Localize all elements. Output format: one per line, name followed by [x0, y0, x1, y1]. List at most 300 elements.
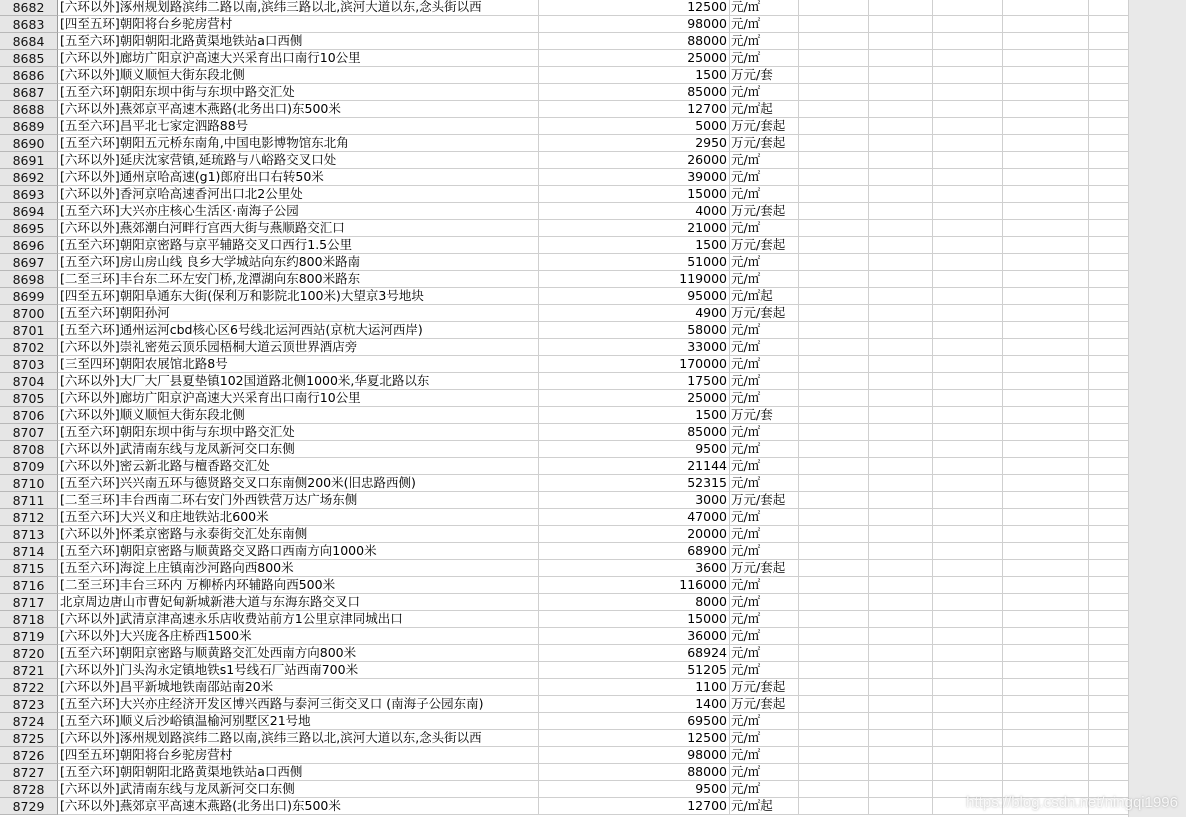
unit-cell[interactable]: 元/㎡: [730, 662, 799, 679]
empty-cell[interactable]: [1003, 118, 1089, 135]
empty-cell[interactable]: [869, 322, 933, 339]
row-header[interactable]: 8690: [0, 135, 58, 152]
price-cell[interactable]: 69500: [539, 713, 730, 730]
empty-cell[interactable]: [933, 747, 1003, 764]
row-header[interactable]: 8697: [0, 254, 58, 271]
empty-cell[interactable]: [933, 764, 1003, 781]
empty-cell[interactable]: [933, 526, 1003, 543]
empty-cell[interactable]: [933, 730, 1003, 747]
row-header[interactable]: 8695: [0, 220, 58, 237]
price-cell[interactable]: 116000: [539, 577, 730, 594]
empty-cell[interactable]: [799, 50, 869, 67]
empty-cell[interactable]: [799, 16, 869, 33]
empty-cell[interactable]: [1003, 288, 1089, 305]
empty-cell[interactable]: [933, 16, 1003, 33]
address-cell[interactable]: [五至六环]朝阳京密路与京平辅路交叉口西行1.5公里: [58, 237, 539, 254]
price-cell[interactable]: 26000: [539, 152, 730, 169]
empty-cell[interactable]: [869, 645, 933, 662]
empty-cell[interactable]: [933, 322, 1003, 339]
unit-cell[interactable]: 元/㎡: [730, 526, 799, 543]
price-cell[interactable]: 3600: [539, 560, 730, 577]
empty-cell[interactable]: [799, 679, 869, 696]
empty-cell[interactable]: [933, 781, 1003, 798]
empty-cell[interactable]: [1003, 424, 1089, 441]
row-header[interactable]: 8686: [0, 67, 58, 84]
price-cell[interactable]: 170000: [539, 356, 730, 373]
address-cell[interactable]: [五至六环]房山房山线 良乡大学城站向东约800米路南: [58, 254, 539, 271]
price-cell[interactable]: 1500: [539, 237, 730, 254]
empty-cell[interactable]: [933, 84, 1003, 101]
price-cell[interactable]: 33000: [539, 339, 730, 356]
empty-cell[interactable]: [1003, 356, 1089, 373]
empty-cell[interactable]: [1003, 747, 1089, 764]
empty-cell[interactable]: [1003, 67, 1089, 84]
address-cell[interactable]: [六环以外]涿州规划路滨纬二路以南,滨纬三路以北,滨河大道以东,念头街以西: [58, 0, 539, 16]
price-cell[interactable]: 85000: [539, 424, 730, 441]
address-cell[interactable]: [二至三环]丰台东二环左安门桥,龙潭湖向东800米路东: [58, 271, 539, 288]
empty-cell[interactable]: [933, 441, 1003, 458]
unit-cell[interactable]: 元/㎡: [730, 169, 799, 186]
address-cell[interactable]: [三至四环]朝阳农展馆北路8号: [58, 356, 539, 373]
empty-cell[interactable]: [869, 152, 933, 169]
empty-cell[interactable]: [1003, 781, 1089, 798]
address-cell[interactable]: [六环以外]廊坊广阳京沪高速大兴采育出口南行10公里: [58, 390, 539, 407]
empty-cell[interactable]: [933, 560, 1003, 577]
price-cell[interactable]: 9500: [539, 441, 730, 458]
empty-cell[interactable]: [1003, 84, 1089, 101]
address-cell[interactable]: [六环以外]廊坊广阳京沪高速大兴采育出口南行10公里: [58, 50, 539, 67]
empty-cell[interactable]: [799, 798, 869, 815]
empty-cell[interactable]: [1003, 373, 1089, 390]
address-cell[interactable]: [五至六环]通州运河cbd核心区6号线北运河西站(京杭大运河西岸): [58, 322, 539, 339]
row-header[interactable]: 8727: [0, 764, 58, 781]
empty-cell[interactable]: [933, 696, 1003, 713]
row-header[interactable]: 8702: [0, 339, 58, 356]
address-cell[interactable]: [六环以外]涿州规划路滨纬二路以南,滨纬三路以北,滨河大道以东,念头街以西: [58, 730, 539, 747]
row-header[interactable]: 8705: [0, 390, 58, 407]
empty-cell[interactable]: [1003, 577, 1089, 594]
empty-cell[interactable]: [1003, 390, 1089, 407]
address-cell[interactable]: [六环以外]燕郊京平高速木燕路(北务出口)东500米: [58, 798, 539, 815]
empty-cell[interactable]: [1003, 50, 1089, 67]
empty-cell[interactable]: [933, 509, 1003, 526]
empty-cell[interactable]: [933, 492, 1003, 509]
address-cell[interactable]: [五至六环]兴兴南五环与德贤路交叉口东南侧200米(旧忠路西侧): [58, 475, 539, 492]
address-cell[interactable]: [六环以外]武清京津高速永乐店收费站前方1公里京津同城出口: [58, 611, 539, 628]
price-cell[interactable]: 15000: [539, 611, 730, 628]
unit-cell[interactable]: 万元/套起: [730, 696, 799, 713]
price-cell[interactable]: 25000: [539, 50, 730, 67]
empty-cell[interactable]: [933, 237, 1003, 254]
price-cell[interactable]: 119000: [539, 271, 730, 288]
price-cell[interactable]: 21144: [539, 458, 730, 475]
row-header[interactable]: 8692: [0, 169, 58, 186]
price-cell[interactable]: 88000: [539, 764, 730, 781]
price-cell[interactable]: 52315: [539, 475, 730, 492]
unit-cell[interactable]: 元/㎡起: [730, 101, 799, 118]
price-cell[interactable]: 20000: [539, 526, 730, 543]
empty-cell[interactable]: [1003, 526, 1089, 543]
empty-cell[interactable]: [799, 696, 869, 713]
price-cell[interactable]: 8000: [539, 594, 730, 611]
price-cell[interactable]: 98000: [539, 16, 730, 33]
empty-cell[interactable]: [933, 0, 1003, 16]
empty-cell[interactable]: [799, 101, 869, 118]
unit-cell[interactable]: 元/㎡: [730, 509, 799, 526]
empty-cell[interactable]: [799, 662, 869, 679]
empty-cell[interactable]: [1003, 339, 1089, 356]
row-header[interactable]: 8723: [0, 696, 58, 713]
empty-cell[interactable]: [1003, 203, 1089, 220]
empty-cell[interactable]: [1003, 305, 1089, 322]
empty-cell[interactable]: [1003, 628, 1089, 645]
row-header[interactable]: 8703: [0, 356, 58, 373]
empty-cell[interactable]: [869, 288, 933, 305]
empty-cell[interactable]: [869, 781, 933, 798]
row-header[interactable]: 8706: [0, 407, 58, 424]
price-cell[interactable]: 25000: [539, 390, 730, 407]
empty-cell[interactable]: [933, 339, 1003, 356]
unit-cell[interactable]: 元/㎡: [730, 0, 799, 16]
empty-cell[interactable]: [933, 169, 1003, 186]
empty-cell[interactable]: [869, 747, 933, 764]
row-header[interactable]: 8725: [0, 730, 58, 747]
price-cell[interactable]: 1500: [539, 67, 730, 84]
empty-cell[interactable]: [799, 0, 869, 16]
price-cell[interactable]: 15000: [539, 186, 730, 203]
empty-cell[interactable]: [933, 135, 1003, 152]
address-cell[interactable]: [六环以外]大厂大厂县夏垫镇102国道路北侧1000米,华夏北路以东: [58, 373, 539, 390]
price-cell[interactable]: 9500: [539, 781, 730, 798]
empty-cell[interactable]: [869, 696, 933, 713]
empty-cell[interactable]: [869, 84, 933, 101]
price-cell[interactable]: 36000: [539, 628, 730, 645]
unit-cell[interactable]: 万元/套: [730, 407, 799, 424]
empty-cell[interactable]: [1003, 662, 1089, 679]
unit-cell[interactable]: 元/㎡: [730, 16, 799, 33]
empty-cell[interactable]: [869, 509, 933, 526]
empty-cell[interactable]: [1003, 0, 1089, 16]
address-cell[interactable]: [五至六环]大兴亦庄核心生活区·南海子公园: [58, 203, 539, 220]
unit-cell[interactable]: 元/㎡: [730, 628, 799, 645]
empty-cell[interactable]: [799, 645, 869, 662]
address-cell[interactable]: [五至六环]大兴亦庄经济开发区博兴西路与泰河三街交叉口 (南海子公园东南): [58, 696, 539, 713]
empty-cell[interactable]: [799, 764, 869, 781]
empty-cell[interactable]: [869, 305, 933, 322]
empty-cell[interactable]: [1003, 696, 1089, 713]
price-cell[interactable]: 95000: [539, 288, 730, 305]
unit-cell[interactable]: 元/㎡: [730, 458, 799, 475]
unit-cell[interactable]: 万元/套起: [730, 305, 799, 322]
empty-cell[interactable]: [799, 475, 869, 492]
empty-cell[interactable]: [869, 67, 933, 84]
price-cell[interactable]: 4000: [539, 203, 730, 220]
empty-cell[interactable]: [933, 628, 1003, 645]
price-cell[interactable]: 39000: [539, 169, 730, 186]
row-header[interactable]: 8718: [0, 611, 58, 628]
address-cell[interactable]: 北京周边唐山市曹妃甸新城新港大道与东海东路交叉口: [58, 594, 539, 611]
price-cell[interactable]: 58000: [539, 322, 730, 339]
empty-cell[interactable]: [869, 390, 933, 407]
address-cell[interactable]: [六环以外]怀柔京密路与永泰街交汇处东南侧: [58, 526, 539, 543]
empty-cell[interactable]: [933, 594, 1003, 611]
unit-cell[interactable]: 元/㎡起: [730, 798, 799, 815]
address-cell[interactable]: [六环以外]顺义顺恒大街东段北侧: [58, 67, 539, 84]
address-cell[interactable]: [六环以外]门头沟永定镇地铁s1号线石厂站西南700米: [58, 662, 539, 679]
empty-cell[interactable]: [799, 373, 869, 390]
empty-cell[interactable]: [933, 543, 1003, 560]
row-header[interactable]: 8710: [0, 475, 58, 492]
unit-cell[interactable]: 元/㎡: [730, 50, 799, 67]
row-header[interactable]: 8698: [0, 271, 58, 288]
empty-cell[interactable]: [799, 169, 869, 186]
empty-cell[interactable]: [869, 254, 933, 271]
address-cell[interactable]: [五至六环]朝阳孙河: [58, 305, 539, 322]
unit-cell[interactable]: 元/㎡: [730, 356, 799, 373]
empty-cell[interactable]: [1003, 730, 1089, 747]
row-header[interactable]: 8717: [0, 594, 58, 611]
empty-cell[interactable]: [869, 118, 933, 135]
empty-cell[interactable]: [1003, 594, 1089, 611]
unit-cell[interactable]: 元/㎡: [730, 390, 799, 407]
price-cell[interactable]: 85000: [539, 84, 730, 101]
row-header[interactable]: 8684: [0, 33, 58, 50]
unit-cell[interactable]: 元/㎡: [730, 543, 799, 560]
empty-cell[interactable]: [799, 84, 869, 101]
empty-cell[interactable]: [869, 458, 933, 475]
empty-cell[interactable]: [1003, 475, 1089, 492]
unit-cell[interactable]: 元/㎡: [730, 764, 799, 781]
price-cell[interactable]: 12700: [539, 101, 730, 118]
empty-cell[interactable]: [1003, 543, 1089, 560]
empty-cell[interactable]: [869, 492, 933, 509]
empty-cell[interactable]: [869, 135, 933, 152]
unit-cell[interactable]: 元/㎡: [730, 611, 799, 628]
address-cell[interactable]: [五至六环]朝阳朝阳北路黄渠地铁站a口西侧: [58, 33, 539, 50]
empty-cell[interactable]: [799, 526, 869, 543]
empty-cell[interactable]: [869, 628, 933, 645]
empty-cell[interactable]: [933, 152, 1003, 169]
row-header[interactable]: 8724: [0, 713, 58, 730]
empty-cell[interactable]: [933, 203, 1003, 220]
address-cell[interactable]: [五至六环]昌平北七家定泗路88号: [58, 118, 539, 135]
row-header[interactable]: 8700: [0, 305, 58, 322]
empty-cell[interactable]: [1003, 713, 1089, 730]
empty-cell[interactable]: [799, 186, 869, 203]
address-cell[interactable]: [六环以外]武清南东线与龙凤新河交口东侧: [58, 441, 539, 458]
empty-cell[interactable]: [869, 271, 933, 288]
empty-cell[interactable]: [933, 288, 1003, 305]
empty-cell[interactable]: [933, 50, 1003, 67]
empty-cell[interactable]: [869, 713, 933, 730]
empty-cell[interactable]: [869, 220, 933, 237]
address-cell[interactable]: [五至六环]朝阳五元桥东南角,中国电影博物馆东北角: [58, 135, 539, 152]
row-header[interactable]: 8709: [0, 458, 58, 475]
row-header[interactable]: 8713: [0, 526, 58, 543]
row-header[interactable]: 8715: [0, 560, 58, 577]
address-cell[interactable]: [五至六环]朝阳东坝中街与东坝中路交汇处: [58, 84, 539, 101]
empty-cell[interactable]: [1003, 764, 1089, 781]
empty-cell[interactable]: [869, 237, 933, 254]
row-header[interactable]: 8719: [0, 628, 58, 645]
row-header[interactable]: 8689: [0, 118, 58, 135]
empty-cell[interactable]: [869, 50, 933, 67]
empty-cell[interactable]: [869, 373, 933, 390]
empty-cell[interactable]: [933, 254, 1003, 271]
unit-cell[interactable]: 元/㎡: [730, 594, 799, 611]
empty-cell[interactable]: [799, 67, 869, 84]
empty-cell[interactable]: [869, 407, 933, 424]
empty-cell[interactable]: [799, 118, 869, 135]
unit-cell[interactable]: 元/㎡: [730, 373, 799, 390]
empty-cell[interactable]: [799, 322, 869, 339]
empty-cell[interactable]: [933, 373, 1003, 390]
empty-cell[interactable]: [799, 611, 869, 628]
empty-cell[interactable]: [933, 271, 1003, 288]
empty-cell[interactable]: [799, 305, 869, 322]
empty-cell[interactable]: [933, 611, 1003, 628]
empty-cell[interactable]: [869, 475, 933, 492]
address-cell[interactable]: [六环以外]延庆沈家营镇,延琉路与八峪路交叉口处: [58, 152, 539, 169]
address-cell[interactable]: [六环以外]顺义顺恒大街东段北侧: [58, 407, 539, 424]
empty-cell[interactable]: [933, 475, 1003, 492]
price-cell[interactable]: 12500: [539, 730, 730, 747]
address-cell[interactable]: [二至三环]丰台西南二环右安门外西铁营万达广场东侧: [58, 492, 539, 509]
empty-cell[interactable]: [933, 662, 1003, 679]
empty-cell[interactable]: [1003, 271, 1089, 288]
empty-cell[interactable]: [869, 526, 933, 543]
empty-cell[interactable]: [799, 203, 869, 220]
empty-cell[interactable]: [1003, 798, 1089, 815]
row-header[interactable]: 8716: [0, 577, 58, 594]
empty-cell[interactable]: [869, 730, 933, 747]
unit-cell[interactable]: 元/㎡: [730, 220, 799, 237]
row-header[interactable]: 8728: [0, 781, 58, 798]
unit-cell[interactable]: 万元/套起: [730, 560, 799, 577]
empty-cell[interactable]: [1003, 492, 1089, 509]
empty-cell[interactable]: [933, 458, 1003, 475]
address-cell[interactable]: [五至六环]海淀上庄镇南沙河路向西800米: [58, 560, 539, 577]
address-cell[interactable]: [五至六环]大兴义和庄地铁站北600米: [58, 509, 539, 526]
empty-cell[interactable]: [1003, 611, 1089, 628]
empty-cell[interactable]: [799, 390, 869, 407]
row-header[interactable]: 8708: [0, 441, 58, 458]
address-cell[interactable]: [六环以外]昌平新城地铁南邵站南20米: [58, 679, 539, 696]
empty-cell[interactable]: [869, 764, 933, 781]
empty-cell[interactable]: [1003, 560, 1089, 577]
address-cell[interactable]: [五至六环]朝阳朝阳北路黄渠地铁站a口西侧: [58, 764, 539, 781]
empty-cell[interactable]: [1003, 679, 1089, 696]
row-header[interactable]: 8688: [0, 101, 58, 118]
empty-cell[interactable]: [869, 356, 933, 373]
unit-cell[interactable]: 元/㎡: [730, 730, 799, 747]
empty-cell[interactable]: [1003, 509, 1089, 526]
price-cell[interactable]: 17500: [539, 373, 730, 390]
row-header[interactable]: 8712: [0, 509, 58, 526]
row-header[interactable]: 8693: [0, 186, 58, 203]
price-cell[interactable]: 2950: [539, 135, 730, 152]
unit-cell[interactable]: 万元/套起: [730, 492, 799, 509]
row-header[interactable]: 8704: [0, 373, 58, 390]
row-header[interactable]: 8721: [0, 662, 58, 679]
empty-cell[interactable]: [869, 186, 933, 203]
empty-cell[interactable]: [869, 16, 933, 33]
empty-cell[interactable]: [933, 101, 1003, 118]
empty-cell[interactable]: [1003, 16, 1089, 33]
empty-cell[interactable]: [1003, 254, 1089, 271]
price-cell[interactable]: 47000: [539, 509, 730, 526]
unit-cell[interactable]: 元/㎡: [730, 781, 799, 798]
empty-cell[interactable]: [1003, 322, 1089, 339]
unit-cell[interactable]: 万元/套: [730, 67, 799, 84]
empty-cell[interactable]: [933, 67, 1003, 84]
address-cell[interactable]: [四至五环]朝阳将台乡驼房营村: [58, 747, 539, 764]
empty-cell[interactable]: [799, 33, 869, 50]
row-header[interactable]: 8699: [0, 288, 58, 305]
address-cell[interactable]: [六环以外]通州京哈高速(g1)郎府出口右转50米: [58, 169, 539, 186]
empty-cell[interactable]: [799, 560, 869, 577]
empty-cell[interactable]: [799, 135, 869, 152]
row-header[interactable]: 8726: [0, 747, 58, 764]
unit-cell[interactable]: 万元/套起: [730, 118, 799, 135]
empty-cell[interactable]: [799, 441, 869, 458]
unit-cell[interactable]: 元/㎡: [730, 645, 799, 662]
unit-cell[interactable]: 万元/套起: [730, 203, 799, 220]
empty-cell[interactable]: [1003, 220, 1089, 237]
price-cell[interactable]: 21000: [539, 220, 730, 237]
empty-cell[interactable]: [799, 237, 869, 254]
empty-cell[interactable]: [869, 0, 933, 16]
unit-cell[interactable]: 元/㎡: [730, 577, 799, 594]
empty-cell[interactable]: [869, 679, 933, 696]
empty-cell[interactable]: [869, 424, 933, 441]
unit-cell[interactable]: 元/㎡起: [730, 288, 799, 305]
address-cell[interactable]: [六环以外]密云新北路与檀香路交汇处: [58, 458, 539, 475]
unit-cell[interactable]: 元/㎡: [730, 424, 799, 441]
empty-cell[interactable]: [933, 305, 1003, 322]
price-cell[interactable]: 1400: [539, 696, 730, 713]
empty-cell[interactable]: [933, 186, 1003, 203]
unit-cell[interactable]: 元/㎡: [730, 475, 799, 492]
row-header[interactable]: 8711: [0, 492, 58, 509]
empty-cell[interactable]: [869, 560, 933, 577]
empty-cell[interactable]: [869, 662, 933, 679]
row-header[interactable]: 8687: [0, 84, 58, 101]
row-header[interactable]: 8707: [0, 424, 58, 441]
unit-cell[interactable]: 万元/套起: [730, 679, 799, 696]
unit-cell[interactable]: 元/㎡: [730, 713, 799, 730]
unit-cell[interactable]: 元/㎡: [730, 271, 799, 288]
empty-cell[interactable]: [869, 543, 933, 560]
price-cell[interactable]: 12700: [539, 798, 730, 815]
address-cell[interactable]: [六环以外]香河京哈高速香河出口北2公里处: [58, 186, 539, 203]
empty-cell[interactable]: [869, 798, 933, 815]
empty-cell[interactable]: [869, 101, 933, 118]
unit-cell[interactable]: 元/㎡: [730, 84, 799, 101]
row-header[interactable]: 8701: [0, 322, 58, 339]
row-header[interactable]: 8696: [0, 237, 58, 254]
address-cell[interactable]: [五至六环]朝阳东坝中街与东坝中路交汇处: [58, 424, 539, 441]
address-cell[interactable]: [四至五环]朝阳将台乡驼房营村: [58, 16, 539, 33]
empty-cell[interactable]: [799, 509, 869, 526]
empty-cell[interactable]: [1003, 135, 1089, 152]
empty-cell[interactable]: [869, 577, 933, 594]
empty-cell[interactable]: [869, 203, 933, 220]
price-cell[interactable]: 88000: [539, 33, 730, 50]
row-header[interactable]: 8694: [0, 203, 58, 220]
empty-cell[interactable]: [933, 713, 1003, 730]
unit-cell[interactable]: 元/㎡: [730, 747, 799, 764]
